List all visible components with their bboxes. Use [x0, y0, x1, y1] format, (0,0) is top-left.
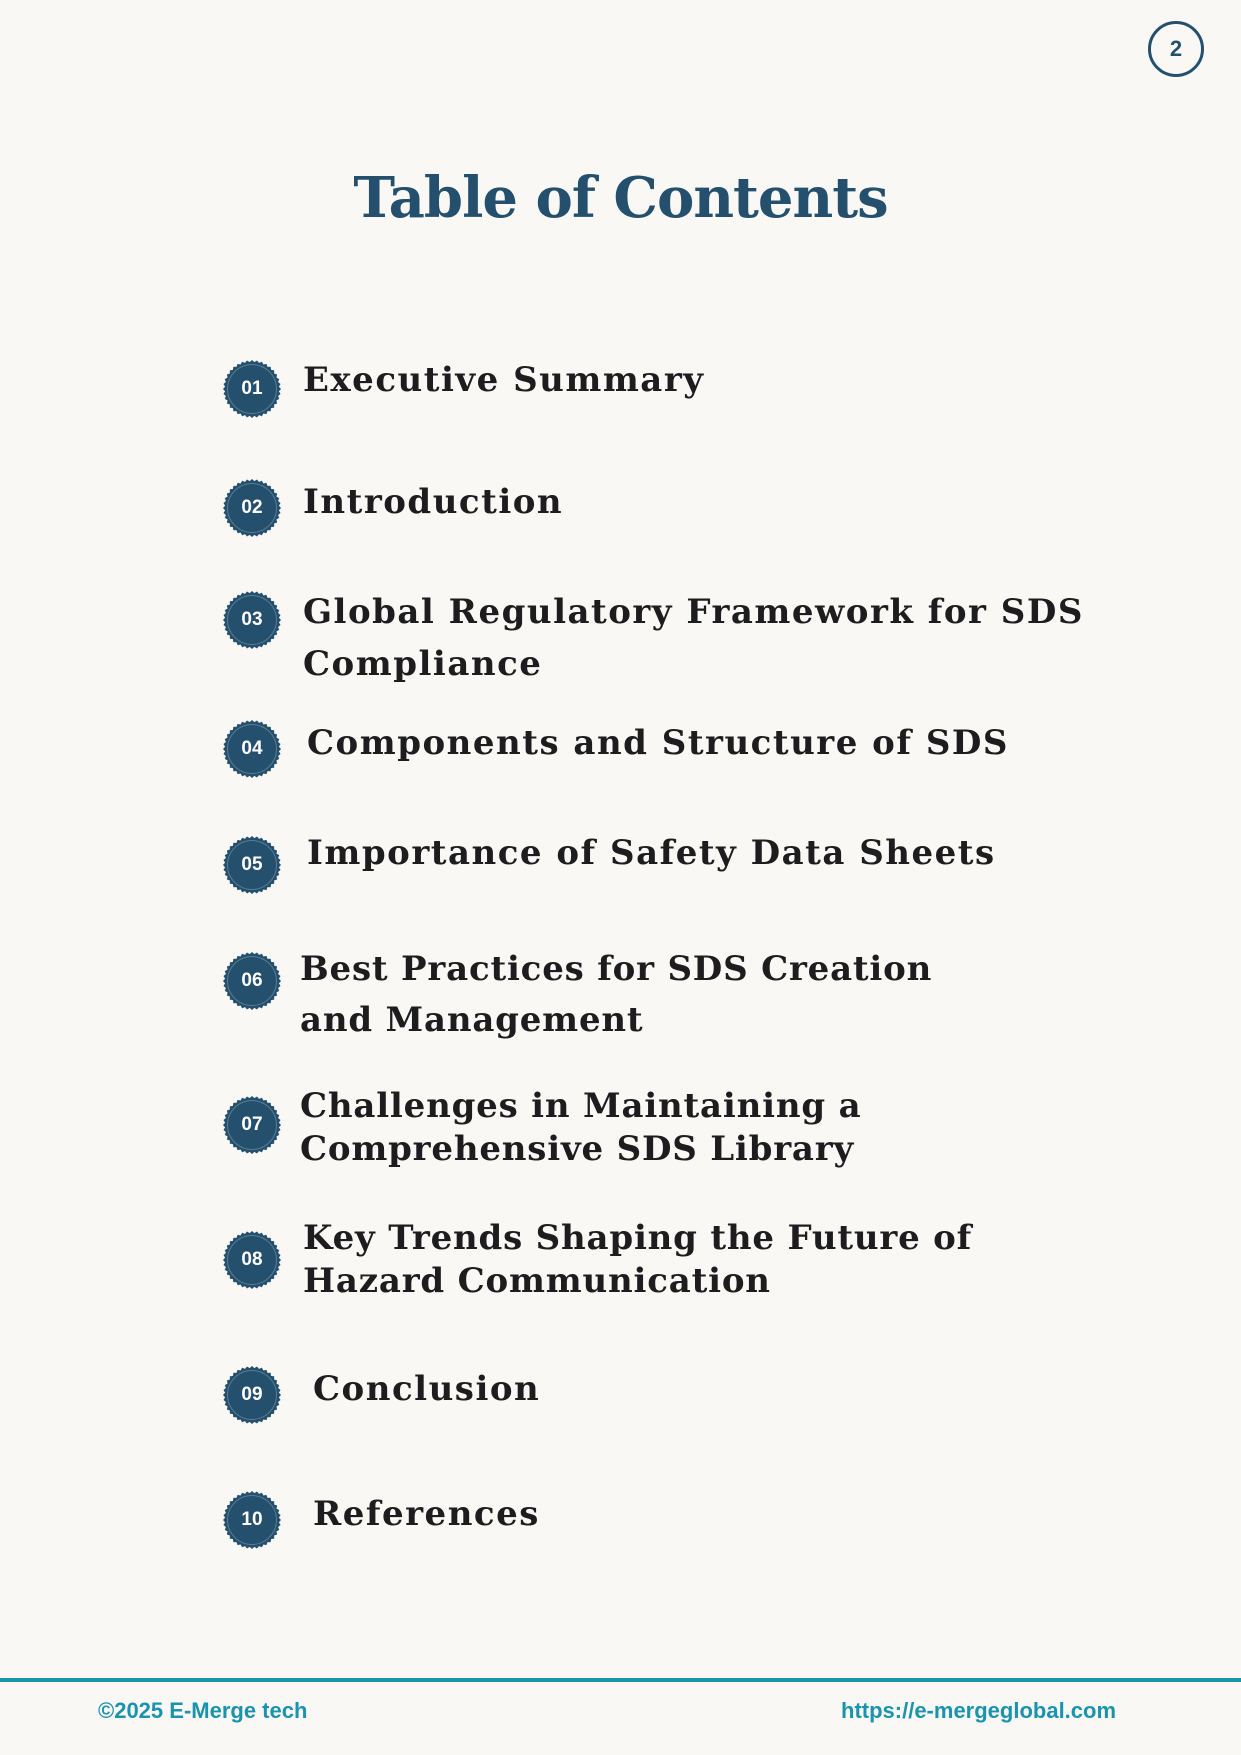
footer-copyright: ©2025 E-Merge tech: [98, 1698, 308, 1723]
badge-icon: [223, 591, 281, 649]
toc-item-number: 05: [241, 854, 263, 875]
toc-item-number: 08: [241, 1249, 263, 1270]
footer-website-link[interactable]: https://e-mergeglobal.com: [841, 1698, 1117, 1723]
toc-item-number: 03: [241, 609, 263, 630]
toc-item-label[interactable]: Components and Structure of SDS: [307, 723, 1009, 763]
toc-item-number: 04: [241, 738, 263, 759]
page-title: Table of Contents: [353, 165, 888, 231]
toc-item-number: 07: [241, 1114, 263, 1135]
toc-item-label[interactable]: Introduction: [303, 482, 564, 522]
toc-item-label[interactable]: Executive Summary: [303, 360, 705, 400]
toc-item-label[interactable]: Importance of Safety Data Sheets: [307, 833, 996, 873]
toc-item-number: 09: [241, 1384, 263, 1405]
toc-item-number: 10: [241, 1509, 263, 1530]
toc-item-label[interactable]: Global Regulatory Framework for SDS Compliance: [303, 592, 1084, 684]
toc-item-key-trends[interactable]: [223, 1218, 1103, 1321]
toc-item-label[interactable]: Conclusion: [313, 1369, 541, 1409]
toc-item-challenges[interactable]: [223, 1086, 1103, 1186]
toc-item-components-structure[interactable]: [223, 720, 1103, 800]
badge-icon: [223, 1096, 281, 1154]
page-number-badge: 2: [1148, 21, 1204, 77]
toc-item-number: 02: [241, 497, 263, 518]
toc-item-executive-summary[interactable]: [223, 360, 1103, 440]
toc-item-label[interactable]: References: [313, 1494, 540, 1534]
toc-item-best-practices[interactable]: [223, 949, 1103, 1052]
toc-item-label[interactable]: Best Practices for SDS Creation and Management: [300, 949, 933, 1040]
toc-item-introduction[interactable]: [223, 479, 1103, 559]
badge-icon: [223, 1231, 281, 1289]
badge-icon: [223, 836, 281, 894]
badge-icon: [223, 360, 281, 418]
toc-item-conclusion[interactable]: [223, 1366, 1103, 1446]
footer-divider: [0, 1678, 1241, 1682]
toc-item-global-regulatory-framework[interactable]: [223, 591, 1103, 691]
toc-item-label[interactable]: Key Trends Shaping the Future of Hazard Communication: [303, 1218, 973, 1301]
badge-icon: [223, 952, 281, 1010]
badge-icon: [223, 479, 281, 537]
toc-item-references[interactable]: [223, 1491, 1103, 1571]
toc-item-number: 06: [241, 970, 263, 991]
badge-icon: [223, 1491, 281, 1549]
badge-icon: [223, 1366, 281, 1424]
badge-icon: [223, 720, 281, 778]
toc-item-number: 01: [241, 378, 263, 399]
toc-item-label[interactable]: Challenges in Maintaining a Comprehensive SDS Library: [300, 1086, 862, 1169]
toc-item-importance-sds[interactable]: [223, 833, 1103, 916]
